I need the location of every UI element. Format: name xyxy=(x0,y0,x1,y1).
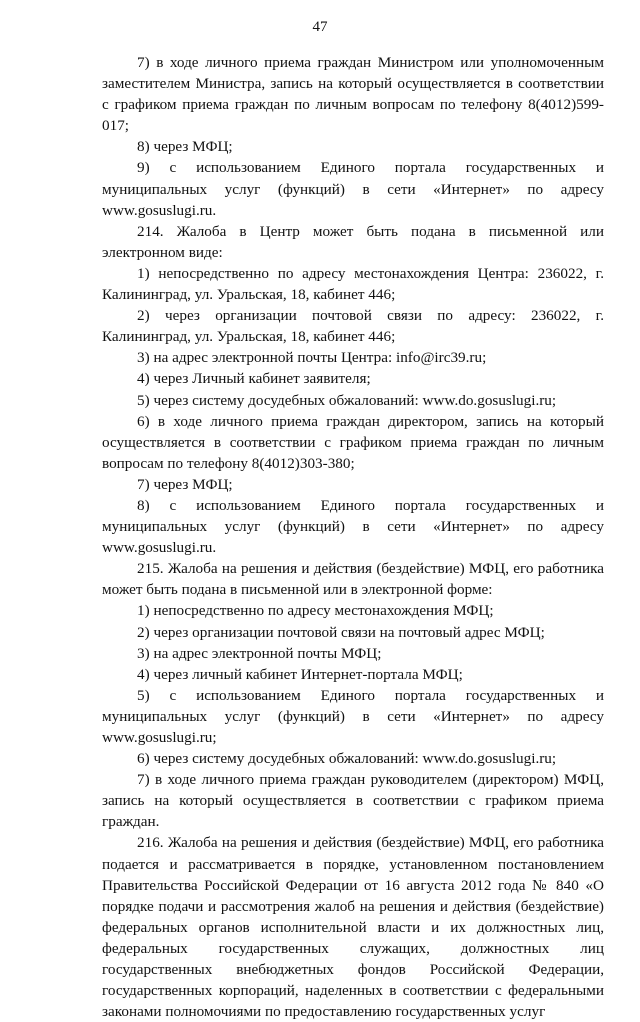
paragraph-215-item-2: 2) через организации почтовой связи на почтовый адрес МФЦ; xyxy=(137,623,545,641)
page-number: 47 xyxy=(312,19,328,35)
paragraph-216-procedure: 216. Жалоба на решения и действия (бездействие) МФЦ, его работника подается и рассматривается в порядке, установленном постановлением Правительства Российской Федерации от 16 августа 2012 года № 840 «О порядке подачи и рассмотрения жалоб на решения и действия (бездействие) федеральных органов исполнительной власти и их должностных лиц, федеральных государственных служащих, должностных лиц государственных внебюджетных фондов Российской Федерации, государственных корпораций, наделенных в соответствии с федеральными законами полномочиями по предоставлению государственных услуг xyxy=(102,834,604,1021)
paragraph-214-item-2: 2) через организации почтовой связи по адресу: 236022, г. Калининград, ул. Уральская, 18, кабинет 446; xyxy=(102,307,604,346)
paragraph-215-item-6: 6) через систему досудебных обжалований: www.do.gosuslugi.ru; xyxy=(137,750,557,768)
paragraph-215-item-1: 1) непосредственно по адресу местонахождения МФЦ; xyxy=(137,602,494,620)
paragraph-214-item-3: 3) на адрес электронной почты Центра: info@irc39.ru; xyxy=(137,349,487,367)
paragraph-215-item-7: 7) в ходе личного приема граждан руководителем (директором) МФЦ, запись на который осуществляется в соответствии с графиком приема граждан. xyxy=(102,771,604,831)
paragraph-214-item-4: 4) через Личный кабинет заявителя; xyxy=(137,370,371,388)
paragraph-9-gosuslugi: 9) с использованием Единого портала государственных и муниципальных услуг (функций) в сети «Интернет» по адресу www.gosuslugi.ru. xyxy=(102,159,604,219)
paragraph-214-center-complaint: 214. Жалоба в Центр может быть подана в письменной или электронном виде: xyxy=(102,222,604,261)
paragraph-214-item-8: 8) с использованием Единого портала государственных и муниципальных услуг (функций) в сети «Интернет» по адресу www.gosuslugi.ru. xyxy=(102,496,604,557)
paragraph-214-item-6: 6) в ходе личного приема граждан директором, запись на который осуществляется в соответствии с графиком приема граждан по личным вопросам по телефону 8(4012)303-380; xyxy=(102,412,604,472)
paragraph-8-mfc: 8) через МФЦ; xyxy=(137,138,233,156)
paragraph-215-item-3: 3) на адрес электронной почты МФЦ; xyxy=(137,644,382,662)
paragraph-214-item-7: 7) через МФЦ; xyxy=(137,475,233,493)
paragraph-7-minister-reception: 7) в ходе личного приема граждан Министром или уполномоченным заместителем Министра, запись на который осуществляется в соответствии с графиком приема граждан по личным вопросам по телефону 8(4012)599-017; xyxy=(102,54,604,135)
paragraph-215-mfc-complaint: 215. Жалоба на решения и действия (бездействие) МФЦ, его работника может быть подана в письменной или в электронной форме: xyxy=(102,560,604,599)
paragraph-215-item-5: 5) с использованием Единого портала государственных и муниципальных услуг (функций) в сети «Интернет» по адресу www.gosuslugi.ru; xyxy=(102,686,604,746)
document-body xyxy=(102,52,604,1022)
paragraph-214-item-1: 1) непосредственно по адресу местонахождения Центра: 236022, г. Калининград, ул. Уральская, 18, кабинет 446; xyxy=(102,264,604,304)
paragraph-214-item-5: 5) через систему досудебных обжалований: www.do.gosuslugi.ru; xyxy=(137,391,557,409)
paragraph-215-item-4: 4) через личный кабинет Интернет-портала МФЦ; xyxy=(137,665,463,683)
